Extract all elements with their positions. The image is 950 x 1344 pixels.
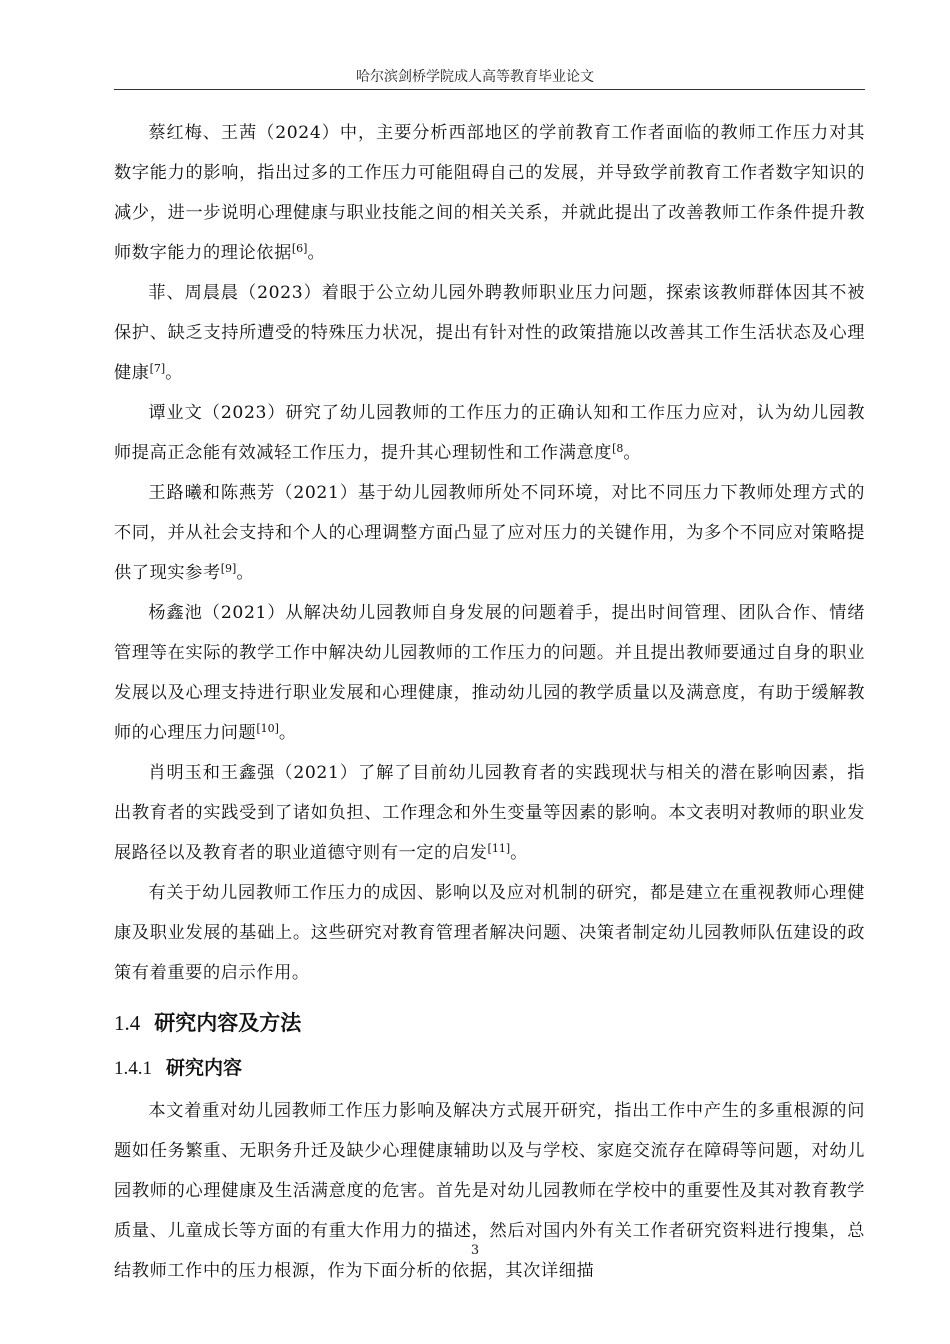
document-body (114, 113, 865, 1291)
citation-ref: [11] (487, 842, 511, 855)
citation-ref: [8 (612, 442, 624, 455)
subsection-heading (114, 1045, 865, 1091)
citation-ref: [6] (291, 242, 308, 255)
paragraph: 本文着重对幼儿园教师工作压力影响及解决方式展开研究，指出工作中产生的多重根源的问题如任务繁重、无职务升迁及缺少心理健康辅助以及与学校、家庭交流存在障碍等问题，对幼儿园教师的心理健康及生活满意度的危害。首先是对幼儿园教师在学校中的重要性及其对教育教学质量、儿童成长等方面的有重大作用力的描述，然后对国内外有关工作者研究资料进行搜集，总结教师工作中的压力根源，作为下面分析的依据，其次详细描 (114, 1101, 865, 1281)
running-header: 哈尔滨剑桥学院成人高等教育毕业论文 (356, 69, 594, 85)
paragraph: 有关于幼儿园教师工作压力的成因、影响以及应对机制的研究，都是建立在重视教师心理健康及职业发展的基础上。这些研究对教育管理者解决问题、决策者制定幼儿园教师队伍建设的政策有着重要的启示作用。 (114, 883, 865, 983)
literature-review-paragraphs (114, 113, 865, 993)
paragraph: 菲、周晨晨（2023）着眼于公立幼儿园外聘教师职业压力问题，探索该教师群体因其不被保护、缺乏支持所遭受的特殊压力状况，提出有针对性的政策措施以改善其工作生活状态及心理健康[7]。 (114, 283, 865, 383)
paragraph: 肖明玉和王鑫强（2021）了解了目前幼儿园教育者的实践现状与相关的潜在影响因素，指出教育者的实践受到了诸如负担、工作理念和外生变量等因素的影响。本文表明对教师的职业发展路径以及教育者的职业道德守则有一定的启发[11]。 (114, 763, 865, 863)
citation-ref: [10] (256, 722, 279, 735)
paragraph: 谭业文（2023）研究了幼儿园教师的工作压力的正确认知和工作压力应对，认为幼儿园教师提高正念能有效减轻工作压力，提升其心理韧性和工作满意度$^{[8}$。 (114, 403, 865, 463)
subsection-title: 研究内容 (166, 1057, 243, 1079)
subsection-number: 1.4.1 (114, 1058, 152, 1079)
research-content-paragraphs (114, 1091, 865, 1291)
section-heading (114, 1001, 865, 1045)
citation-ref: [9] (220, 562, 237, 575)
page-number: 3 (470, 1243, 480, 1258)
header-divider (114, 89, 865, 90)
paragraph: 王路曦和陈燕芳（2021）基于幼儿园教师所处不同环境，对比不同压力下教师处理方式的不同，并从社会支持和个人的心理调整方面凸显了应对压力的关键作用，为多个不同应对策略提供了现实参考[9]。 (114, 483, 865, 583)
paragraph: 杨鑫池（2021）从解决幼儿园教师自身发展的问题着手，提出时间管理、团队合作、情绪管理等在实际的教学工作中解决幼儿园教师的工作压力的问题。并且提出教师要通过自身的职业发展以及心理支持进行职业发展和心理健康，推动幼儿园的教学质量以及满意度，有助于缓解教师的心理压力问题[10]。 (114, 603, 865, 743)
section-title: 研究内容及方法 (154, 1011, 302, 1035)
section-number: 1.4 (114, 1011, 141, 1035)
citation-ref: [7] (149, 362, 166, 375)
paragraph: 蔡红梅、王茜（2024）中，主要分析西部地区的学前教育工作者面临的教师工作压力对其数字能力的影响，指出过多的工作压力可能阻碍自己的发展，并导致学前教育工作者数字知识的减少，进一步说明心理健康与职业技能之间的相关关系，并就此提出了改善教师工作条件提升教师数字能力的理论依据[6]。 (114, 123, 865, 263)
